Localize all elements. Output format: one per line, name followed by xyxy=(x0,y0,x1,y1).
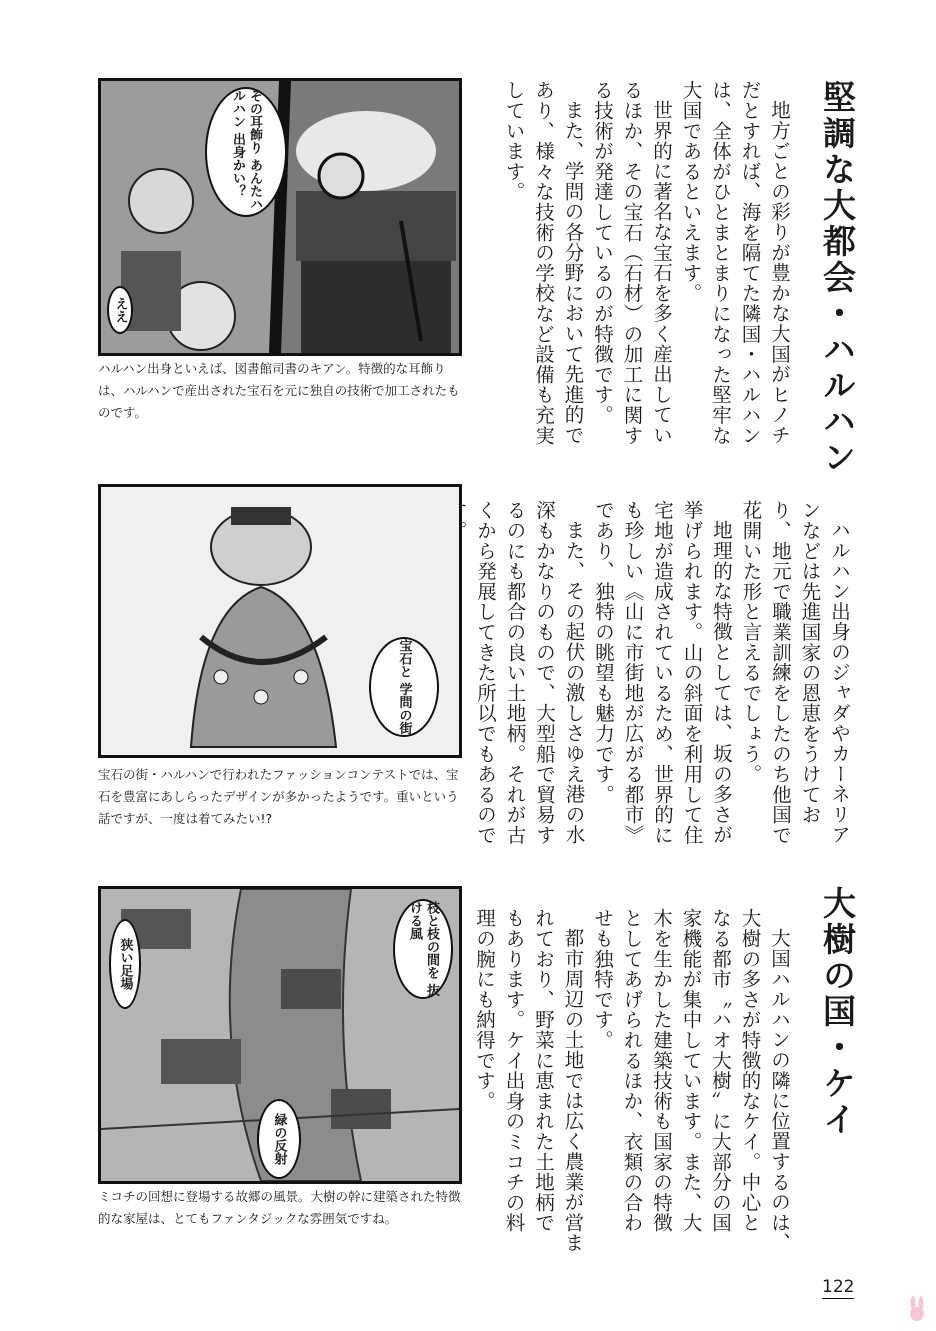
manga-panel-jewelry xyxy=(98,484,462,758)
paragraph: 都市周辺の土地では広く農業が営まれており、野菜に恵まれた土地柄でもあります。ケイ出身のミコチの料理の腕にも納得です。 xyxy=(473,908,585,1253)
caption: ハルハン出身といえば、図書館司書のキアン。特徴的な耳飾りは、ハルハンで産出された宝石を元に独自の技術で加工されたものです。 xyxy=(98,361,460,420)
page-number: 122 xyxy=(822,1277,855,1297)
manga-panel-treehouses xyxy=(98,886,462,1184)
speech-bubble: 宝石と 学問の街 xyxy=(369,637,439,737)
speech-bubble: 緑の反射 xyxy=(257,1099,301,1179)
speech-bubble: 狭い足場 xyxy=(109,919,141,1009)
paragraph: 地方ごとの彩りが豊かな大国がヒノチだとすれば、海を隔てた隣国・ハルハンは、全体がひとまとまりになった堅牢な大国であるといえます。 xyxy=(679,80,791,446)
caption: 宝石の街・ハルハンで行われたファッションコンテストでは、宝石を豊富にあしらったデザインが多かったようです。重いという話ですが、一度は着てみたい!? xyxy=(98,767,459,826)
caption: ミコチの回想に登場する故郷の風景。大樹の幹に建築された特徴的な家屋は、とてもファンタジックな雰囲気ですね。 xyxy=(98,1189,461,1226)
speech-bubble: ええ xyxy=(107,286,133,334)
rabbit-logo-icon xyxy=(906,1296,928,1322)
paragraph: ハルハン出身のジャダやカーネリアンなどは先進国家の恩恵をうけており、地元で職業訓練をしたのち他国で花開いた形と言えるでしょう。 xyxy=(739,500,851,846)
speech-bubble: 枝と枝の間を 抜ける風 xyxy=(393,899,453,999)
body-text-kei xyxy=(474,908,794,1253)
paragraph: また、その起伏の激しさゆえ港の水深もかなりのもので、大型船で貿易するのにも都合の良い土地柄。それが古くから発展してきた所以でもあるので xyxy=(474,500,586,846)
body-text-halhan-upper xyxy=(474,80,794,448)
paragraph: 世界的に著名な宝石を多く産出しているほか、その宝石（石材）の加工に関する技術が発達しているのが特徴です。 xyxy=(591,80,673,446)
paragraph: また、学問の各分野において先進的であり、様々な技術の学校など設備も充実しています。 xyxy=(502,80,585,446)
paragraph: 地理的な特徴としては、坂の多さが挙げられます。山の斜面を利用して住宅地が造成されているため、世界的にも珍しい《山に市街地が広がる都市》であり、独特の眺望も魅力です。 xyxy=(592,500,733,846)
manga-panel-kian xyxy=(98,78,462,356)
section-heading-halhan: 堅調な大都会・ハルハン xyxy=(818,80,857,476)
body-text-halhan-middle xyxy=(464,500,854,850)
speech-bubble: その耳飾り あんたハルハン 出身かい？ xyxy=(205,87,287,217)
section-heading-kei: 大樹の国・ケイ xyxy=(818,886,857,1138)
paragraph: 大国ハルハンの隣に位置するのは、大樹の多さが特徴的なケイ。中心となる都市〝ハオ大樹〟に大部分の国家機能が集中しています。また、大木を生かした建築技術も国家の特徴としてあげられるほか、衣類の合わせも独特です。 xyxy=(591,908,791,1253)
